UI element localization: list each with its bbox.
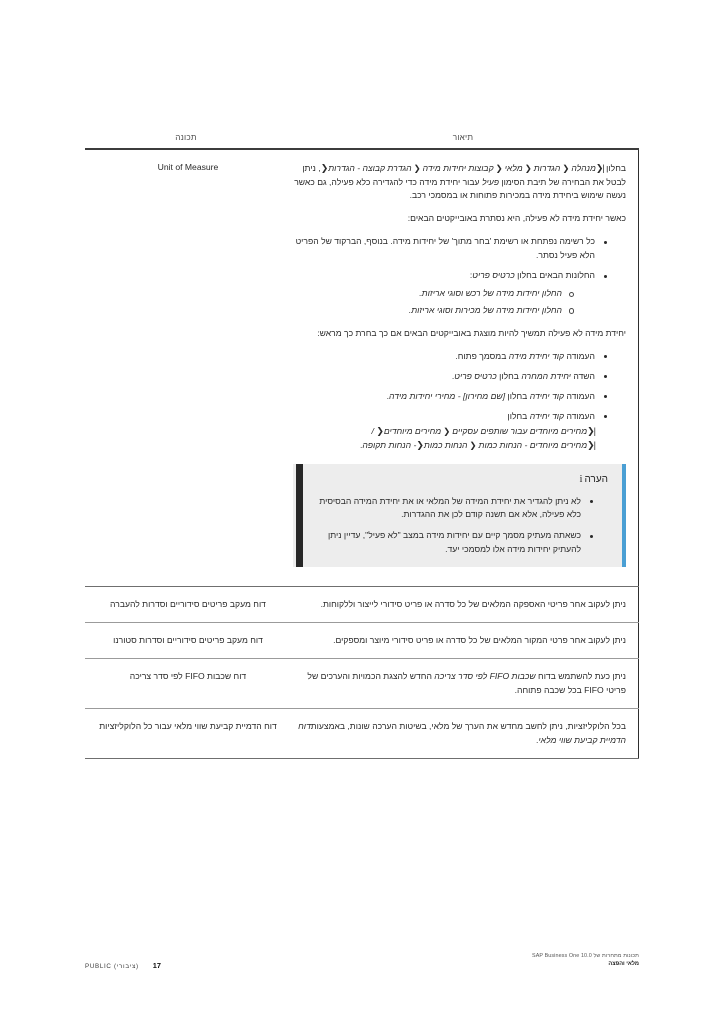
row-feature-cell: דוח מעקב פריטים סידוריים וסדרות סטורנו bbox=[113, 635, 263, 646]
footer-doc-section: מלאי והפצה bbox=[608, 961, 639, 968]
row-feature-cell: דוח הדמיית קביעת שווי מלאי עבור כל הלוקליזציות bbox=[99, 721, 277, 731]
column-header-feature: תכונה bbox=[175, 133, 197, 142]
page-footer bbox=[0, 952, 724, 970]
breadcrumb-path-special-prices: |❮מחירים מיוחדים עבור שותפים עסקיים❮מחירים מיוחדים❮ bbox=[376, 426, 595, 436]
note-callout bbox=[293, 464, 626, 567]
chevron-left-icon: ❮ bbox=[495, 162, 503, 173]
menu-end-marker-icon: ❮ bbox=[376, 425, 384, 436]
list-item: החלון יחידות מידה של מכירות וסוגי אריזות. bbox=[291, 304, 575, 318]
note-label: הערה bbox=[584, 474, 608, 486]
field-name-pricing-uom: יחידת המחרה bbox=[521, 370, 571, 381]
list-item: החלונות הבאים בחלון כרטיס פריט: החלון יחידות מידה של רכש וסוגי אריזות. החלון יחידות מידה של מכירות וסוגי אריזות. bbox=[291, 269, 608, 318]
hidden-objects-list bbox=[291, 235, 608, 318]
shown-objects-intro: יחידת מידה לא פעילה תמשיך להיות מוצגת באובייקטים הבאים אם כך בחרת כך מראש: bbox=[317, 327, 626, 338]
list-item: כשאתה מעתיק מסמך קיים עם יחידות מידה במצב "לא פעיל", עדיין ניתן להעתיק יחידות מידה אלו למסמכי יעד. bbox=[315, 529, 594, 557]
report-name-fifo-layers: שכבות FIFO לפי סדר צריכה bbox=[434, 671, 536, 682]
chevron-left-icon: ❮ bbox=[469, 440, 477, 451]
window-name-item-master: כרטיס פריט bbox=[472, 270, 515, 281]
field-name-uom-code: קוד יחידה bbox=[529, 390, 565, 401]
menu-marker-icon: |❮ bbox=[587, 440, 595, 451]
list-item: העמודה קוד יחידה בחלון [שם מחירון] - מחירי יחידות מידה. bbox=[291, 390, 608, 404]
breadcrumb-path-quantity-discounts: |❮מחירים מיוחדים - הנחות כמות❮הנחות כמות❮ bbox=[416, 440, 595, 450]
hidden-objects-sublist bbox=[291, 287, 575, 318]
path-tail-period-discounts: - הנחות תקופה bbox=[362, 440, 417, 451]
note-list bbox=[315, 495, 594, 558]
menu-marker-icon: |❮ bbox=[587, 425, 595, 436]
menu-marker-icon: |❮ bbox=[595, 162, 604, 173]
breadcrumb-path-settings: |❮מנהלה❮הגדרות❮מלאי❮קבוצות יחידות מידה❮הגדרת קבוצה - הגדרות❮ bbox=[321, 163, 604, 173]
table-row bbox=[85, 709, 639, 758]
path-separator: / bbox=[371, 425, 374, 436]
checkbox-name-active: פעיל bbox=[481, 176, 499, 187]
table-row bbox=[85, 150, 639, 587]
table-row bbox=[85, 623, 639, 658]
footer-classification: PUBLIC (ציבורי) bbox=[85, 963, 139, 970]
table-row bbox=[85, 659, 639, 708]
info-icon: i bbox=[579, 474, 583, 486]
field-name-uom-code: קוד יחידת מידה bbox=[508, 350, 565, 361]
chevron-left-icon: ❮ bbox=[524, 162, 532, 173]
fifo-description: ניתן כעת להשתמש בדוח שכבות FIFO לפי סדר צריכה החדש להצגת הכמויות והערכים של פריטי FIFO בכל שכבה פתוחה. bbox=[307, 671, 626, 696]
chevron-left-icon: ❮ bbox=[562, 162, 570, 173]
report-name-inventory-valuation-simulation: דוח הדמיית קביעת שווי מלאי bbox=[298, 721, 626, 745]
window-name-item-master: כרטיס פריט bbox=[454, 370, 497, 381]
list-item: העמודה קוד יחידה בחלון |❮מחירים מיוחדים עבור שותפים עסקיים❮מחירים מיוחדים❮ / |❮מחירים מיוחדים - הנחות כמות❮הנחות כמות❮- הנחות תקופה. bbox=[291, 410, 608, 454]
table-bottom-rule bbox=[85, 758, 639, 759]
feature-description-table bbox=[85, 133, 639, 759]
row-feature-cell: Unit of Measure bbox=[157, 161, 219, 172]
table-header-row bbox=[85, 133, 639, 148]
row-feature-cell: דוח מעקב פריטים סידוריים וסדרות להעברה bbox=[110, 599, 266, 610]
note-title bbox=[315, 472, 608, 488]
row-description-cell bbox=[287, 709, 639, 758]
field-name-uom-code: קוד יחידה bbox=[529, 410, 565, 421]
footer-doc-title: תכונות מתחרות של SAP Business One 10.0 bbox=[532, 953, 639, 959]
window-name-price-list-uom: [שם מחירון] - מחירי יחידות מידה bbox=[388, 390, 506, 401]
menu-end-marker-icon: ❮ bbox=[416, 440, 424, 451]
hidden-objects-intro: כאשר יחידת מידה לא פעילה, היא נסתרת באובייקטים הבאים: bbox=[407, 213, 626, 224]
row-description-cell bbox=[287, 150, 639, 587]
list-item: כל רשימה נפתחת או רשימת 'בחר מתוך' של יחידות מידה. בנוסף, הברקוד של הפריט הלא פעיל נסתר. bbox=[291, 235, 608, 263]
menu-end-marker-icon: ❮ bbox=[320, 162, 329, 173]
column-header-description: תיאור bbox=[452, 133, 474, 142]
list-item: לא ניתן להגדיר את יחידת המידה של המלאי או את יחידת המידה הבסיסית כלא פעילה, אלא אם תשנה קודם לכן את ההגדרות. bbox=[315, 495, 594, 523]
footer-classification-and-page bbox=[85, 952, 161, 970]
list-item: השדה יחידת המחרה בחלון כרטיס פריט. bbox=[291, 370, 608, 384]
intro-paragraph: בחלון |❮מנהלה❮הגדרות❮מלאי❮קבוצות יחידות מידה❮הגדרת קבוצה - הגדרות❮, ניתן לבטל את הבחירה של תיבת הסימון פעיל עבור יחידת מידה כדי להגדירה כלא פעילה, גם כאשר נעשה שימוש ביחידת מידה במכירות פתוחות או במסמכי רכב. bbox=[294, 162, 626, 201]
chevron-left-icon: ❮ bbox=[443, 425, 451, 436]
row-feature-cell: דוח שכבות FIFO לפי סדר צריכה bbox=[129, 671, 247, 682]
list-item: העמודה קוד יחידת מידה במסמך פתוח. bbox=[291, 350, 608, 364]
row-description-cell bbox=[287, 659, 639, 708]
footer-document-info bbox=[532, 952, 639, 969]
valuation-description: בכל הלוקליזציות, ניתן לחשב מחדש את הערך של מלאי, בשיטות הערכה שונות, באמצעותדוח הדמיית קביעת שווי מלאי. bbox=[298, 721, 626, 745]
row-description-cell: ניתן לעקוב אחר פרטי המקור המלאים של כל סדרה או פריט סידורי מיוצר ומספקים. bbox=[287, 623, 639, 658]
table-row bbox=[85, 587, 639, 622]
chevron-left-icon: ❮ bbox=[413, 162, 421, 173]
shown-objects-list bbox=[291, 350, 608, 454]
page-number: 17 bbox=[152, 961, 162, 970]
row-description-cell: ניתן לעקוב אחר פריטי האספקה המלאים של כל סדרה או פריט סידורי לייצור וללקוחות. bbox=[287, 587, 639, 622]
list-item: החלון יחידות מידה של רכש וסוגי אריזות. bbox=[291, 287, 575, 301]
